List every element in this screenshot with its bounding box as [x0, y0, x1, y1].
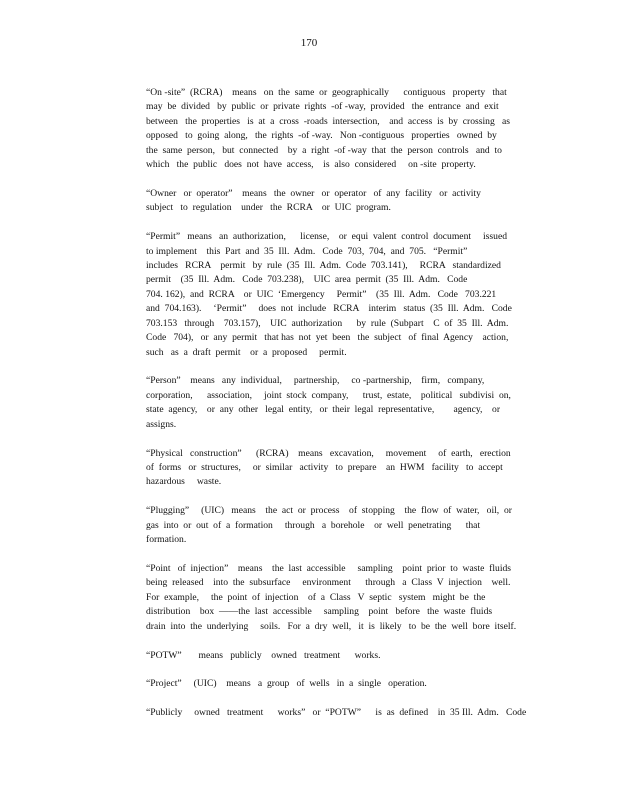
text-line: drain into the underlying soils. For a dry well, it is likely to be the well bore itself.: [146, 620, 517, 632]
text-line: corporation, association, joint stock company, trust, estate, political subdivisi on,: [146, 389, 511, 401]
text-line: assigns.: [146, 418, 177, 430]
definition-plugging: [146, 504, 542, 547]
definition-publicly-owned-treatment-works: [146, 706, 542, 720]
text-line: formation.: [146, 534, 187, 546]
text-line: “Person” means any individual, partnership, co -partnership, firm, company,: [146, 375, 485, 387]
definition-person: [146, 374, 542, 432]
text-line: “Point of injection” means the last accessible sampling point prior to waste fluids: [146, 562, 512, 574]
text-line: “Project” (UIC) means a group of wells in a single operation.: [146, 678, 427, 690]
text-line: which the public does not have access, is also considered on -site property.: [146, 159, 476, 171]
text-line: hazardous waste.: [146, 476, 222, 488]
text-line: subject to regulation under the RCRA or UIC program.: [146, 202, 391, 214]
text-line: gas into or out of a formation through a borehole or well penetrating that: [146, 519, 481, 531]
definition-project: [146, 677, 542, 691]
document-body: [146, 86, 542, 735]
text-line: includes RCRA permit by rule (35 Ill. Adm. Code 703.141), RCRA standardized: [146, 260, 501, 272]
text-line: “Physical construction” (RCRA) means excavation, movement of earth, erection: [146, 447, 511, 459]
text-line: may be divided by public or private rights -of -way, provided the entrance and exit: [146, 101, 499, 113]
text-line: between the properties is at a cross -roads intersection, and access is by crossing as: [146, 115, 510, 127]
text-line: state agency, or any other legal entity, or their legal representative, agency, or: [146, 404, 501, 416]
text-line: opposed to going along, the rights -of -way. Non -contiguous properties owned by: [146, 130, 497, 142]
text-line: “Owner or operator” means the owner or operator of any facility or activity: [146, 187, 481, 199]
text-line: and 704.163). ‘Permit” does not include RCRA interim status (35 Ill. Adm. Code: [146, 303, 512, 315]
definition-on-site: [146, 86, 542, 172]
definition-potw: [146, 649, 542, 663]
text-line: “Publicly owned treatment works” or “POTW” is as defined in 35 Ill. Adm. Code: [146, 707, 527, 719]
text-line: “Plugging” (UIC) means the act or process of stopping the flow of water, oil, or: [146, 505, 512, 517]
definition-permit: [146, 230, 542, 360]
text-line: distribution box ——the last accessible sampling point before the waste fluids: [146, 606, 493, 618]
text-line: of forms or structures, or similar activity to prepare an HWM facility to accept: [146, 461, 503, 473]
text-line: For example, the point of injection of a Class V septic system might be the: [146, 591, 486, 603]
page-number: 170: [300, 37, 318, 49]
text-line: the same person, but connected by a right -of -way that the person controls and to: [146, 144, 502, 156]
text-line: Code 704), or any permit that has not yet been the subject of final Agency action,: [146, 332, 509, 344]
text-line: “POTW” means publicly owned treatment works.: [146, 649, 381, 661]
text-line: 703.153 through 703.157), UIC authorization by rule (Subpart C of 35 Ill. Adm.: [146, 317, 509, 329]
text-line: “Permit” means an authorization, license, or equi valent control document issued: [146, 231, 508, 243]
text-line: to implement this Part and 35 Ill. Adm. Code 703, 704, and 705. “Permit”: [146, 245, 468, 257]
definition-point-of-injection: [146, 562, 542, 634]
text-line: “On -site” (RCRA) means on the same or geographically contiguous property that: [146, 87, 507, 98]
text-line: 704. 162), and RCRA or UIC ‘Emergency Permit” (35 Ill. Adm. Code 703.221: [146, 288, 497, 300]
definition-owner-or-operator: [146, 187, 542, 216]
text-line: being released into the subsurface environment through a Class V injection well.: [146, 577, 511, 589]
text-line: permit (35 Ill. Adm. Code 703.238), UIC area permit (35 Ill. Adm. Code: [146, 274, 468, 286]
definition-physical-construction: [146, 447, 542, 490]
text-line: such as a draft permit or a proposed permit.: [146, 346, 347, 358]
